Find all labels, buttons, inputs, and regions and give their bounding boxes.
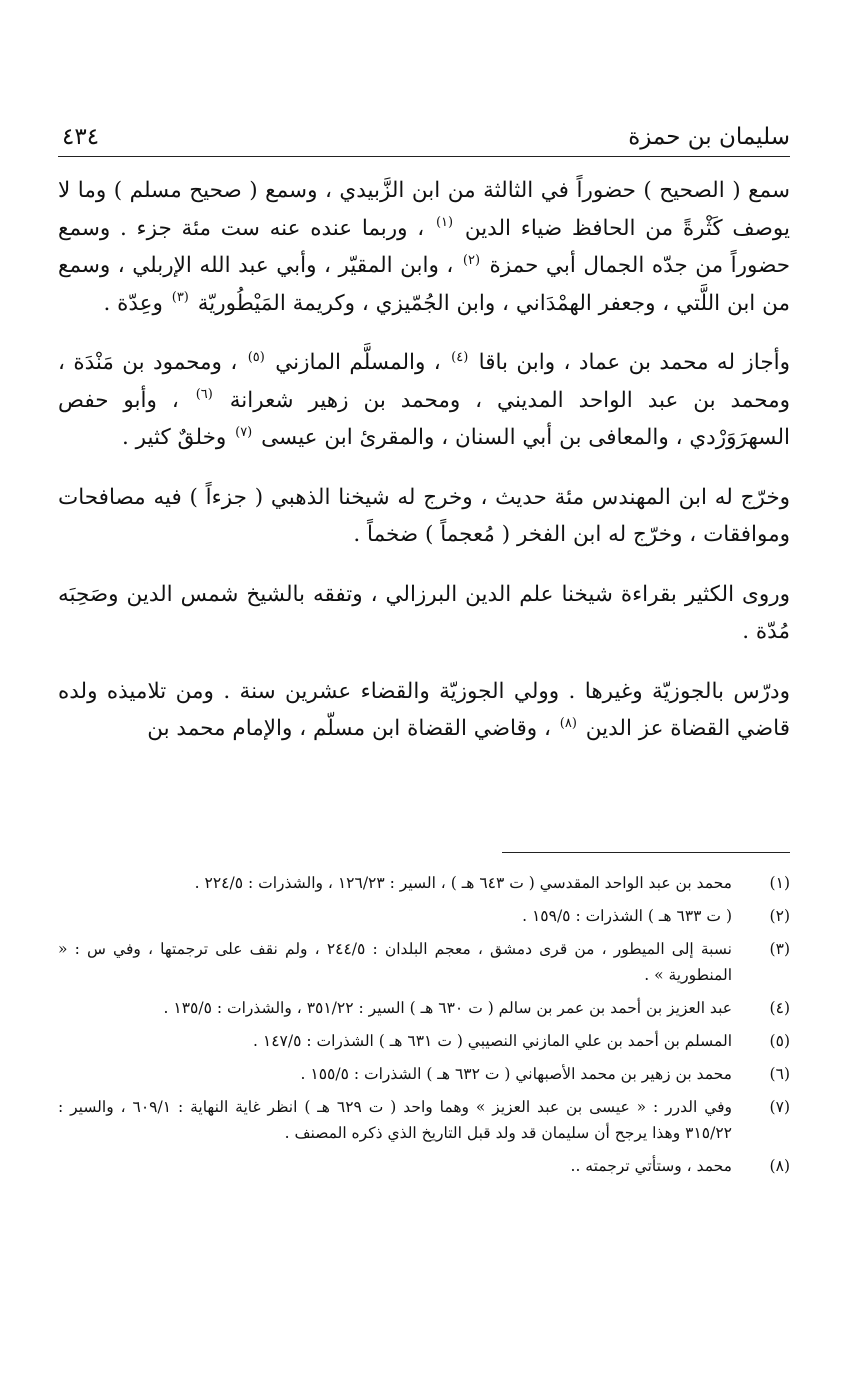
text-run: وخرّج له ابن المهندس مئة حديث ، وخرج له شيخنا الذهبي ( جزءاً ) فيه مصافحات وموافقات ، وخرّج له ابن الفخر ( مُعجماً ) ضخماً . <box>58 484 790 547</box>
footnote-number: (٢) <box>769 907 790 925</box>
text-run: ، والمسلَّم المازني <box>275 350 441 375</box>
footnote-separator <box>502 852 790 853</box>
text-run: ، وأبو حفص السهرَوَرْدي ، والمعافى بن أبي السنان ، والمقرئ ابن عيسى <box>58 387 790 450</box>
footnote <box>58 1094 790 1146</box>
footnote-marker: (٦) <box>195 387 213 403</box>
footnote-text: ( ت ٦٣٣ هـ ) الشذرات : ١٥٩/٥ . <box>522 907 732 925</box>
text-run: سمع ( الصحيح ) حضوراً في الثالثة من ابن الزَّبيدي ، وسمع ( صحيح مسلم ) وما لا يوصف كَثْرةً من الحافظ ضياء الدين <box>58 178 790 241</box>
footnote-number: (٥) <box>769 1032 790 1050</box>
footnote-text: وفي الدرر : « عيسى بن عبد العزيز » وهما واحد ( ت ٦٢٩ هـ ) انظر غاية النهاية : ٦٠٩/١ ، والسير : ٣١٥/٢٢ وهذا يرجح أن سليمان قد ولد قبل التاريخ الذي ذكره المصنف . <box>58 1098 733 1142</box>
footnote-text: المسلم بن أحمد بن علي المازني النصيبي ( ت ٦٣١ هـ ) الشذرات : ١٤٧/٥ . <box>253 1032 732 1050</box>
text-run: وروى الكثير بقراءة شيخنا علم الدين البرزالي ، وتفقه بالشيخ شمس الدين وصَحِبَه مُدّة . <box>58 581 790 644</box>
footnote-text: عبد العزيز بن أحمد بن عمر بن سالم ( ت ٦٣٠ هـ ) السير : ٣٥١/٢٢ ، والشذرات : ١٣٥/٥ . <box>163 999 732 1017</box>
footnote-text: محمد ، وستأتي ترجمته .. <box>570 1157 732 1175</box>
footnote-number: (٧) <box>769 1098 790 1116</box>
footnote-marker: (٢) <box>462 252 481 268</box>
body-paragraph <box>58 344 790 457</box>
footnote-marker: (١) <box>435 215 454 231</box>
footnote-number: (٨) <box>769 1157 790 1175</box>
text-run: ، ومحمود بن مَنْدَة ، ومحمد بن عبد الواحد المديني ، ومحمد بن زهير شعرانة <box>58 350 790 413</box>
footnote-marker: (٣) <box>171 290 189 306</box>
footnote <box>58 870 790 896</box>
footnote <box>58 903 790 929</box>
text-run: وخلقٌ كثير . <box>121 425 227 450</box>
footnote <box>58 1061 790 1087</box>
text-run: ودرّس بالجوزيّة وغيرها . وولي الجوزيّة والقضاء عشرين سنة . ومن تلاميذه ولده قاضي القضاة عز الدين <box>58 678 790 741</box>
footnote-number: (٣) <box>769 940 790 958</box>
page-number: ٤٣٤ <box>62 124 100 150</box>
text-run: وأجاز له محمد بن عماد ، وابن باقا <box>478 350 790 375</box>
main-text <box>58 172 790 770</box>
footnote <box>58 995 790 1021</box>
body-paragraph <box>58 479 790 554</box>
footnote-text: محمد بن زهير بن محمد الأصبهاني ( ت ٦٣٢ هـ ) الشذرات : ١٥٥/٥ . <box>300 1065 732 1083</box>
footnote <box>58 936 790 988</box>
footnote-number: (١) <box>769 874 790 892</box>
footnote-text: نسبة إلى الميطور ، من قرى دمشق ، معجم البلدان : ٢٤٤/٥ ، ولم نقف على ترجمتها ، وفي س : « المنطورية » . <box>58 940 732 984</box>
text-run: وعِدّة . <box>103 290 163 316</box>
footnote-marker: (٤) <box>451 349 469 365</box>
body-paragraph <box>58 172 790 322</box>
footnote-text: محمد بن عبد الواحد المقدسي ( ت ٦٤٣ هـ ) ، السير : ١٢٦/٢٣ ، والشذرات : ٢٢٤/٥ . <box>194 874 732 892</box>
footnote-marker: (٧) <box>235 424 253 440</box>
running-header <box>58 118 790 157</box>
running-title: سليمان بن حمزة <box>628 124 790 150</box>
footnote <box>58 1153 790 1179</box>
footnote <box>58 1028 790 1054</box>
footnotes <box>58 870 790 1186</box>
text-run: ، وربما عنده عنه ست مئة جزء . وسمع حضوراً من جدّه الجمال أبي حمزة <box>58 215 791 278</box>
text-run: ، وقاضي القضاة ابن مسلّم ، والإمام محمد بن <box>147 716 551 741</box>
footnote-marker: (٨) <box>559 715 577 731</box>
body-paragraph <box>58 673 790 748</box>
footnote-number: (٤) <box>769 999 790 1017</box>
footnote-marker: (٥) <box>247 349 265 365</box>
body-paragraph <box>58 576 790 651</box>
text-run: ، وابن المقيّر ، وأبي عبد الله الإربلي ، وسمع من ابن اللَّتي ، وجعفر الهمْدَاني ، وابن الجُمّيزي ، وكريمة المَيْطُوريّة <box>58 253 790 316</box>
footnote-number: (٦) <box>769 1065 790 1083</box>
